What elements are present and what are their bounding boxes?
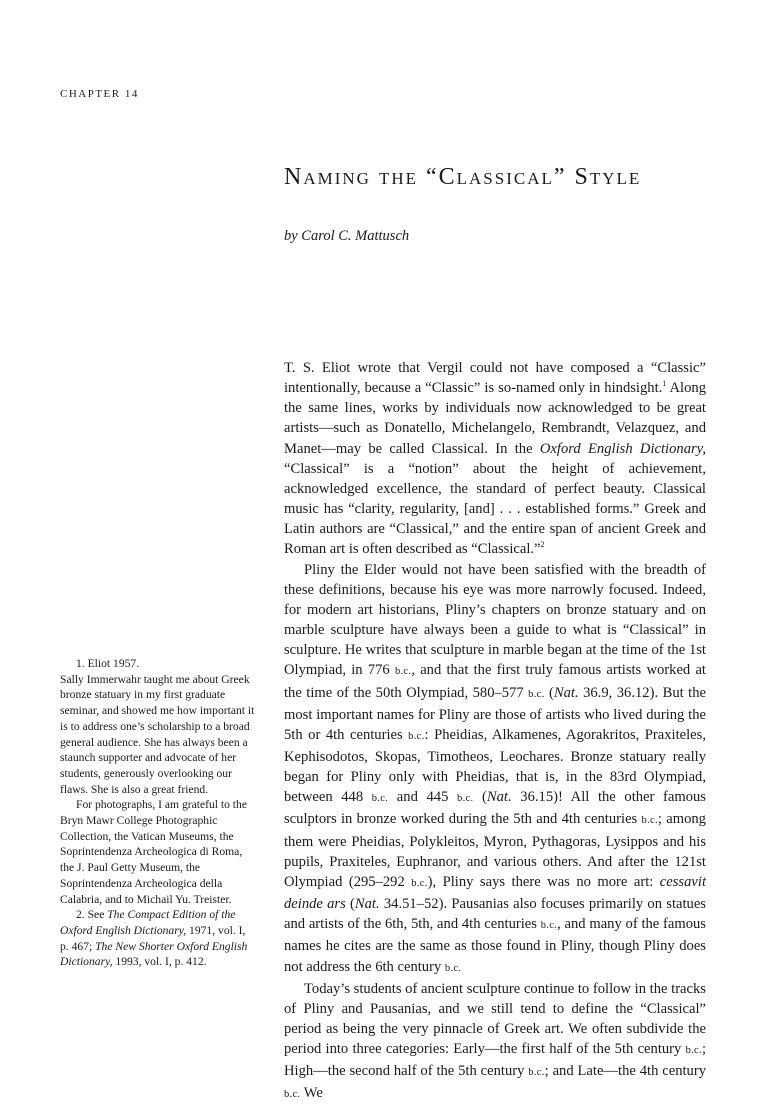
footnote-1-text: Sally Immerwahr taught me about Greek bronze statuary in my first graduate seminar, and showed me how important it is to address one’s scholarship to a broad general audience. She has always been a staunch supporter and advocate of her students, generously overlooking our flaws. She is also a great friend. [60, 672, 255, 796]
footnote-ref-2: 2 [540, 540, 545, 550]
footnote-2: 2. See The Compact Edition of the Oxford English Dictionary, 1971, vol. I, p. 467; The New Shorter Oxford English Dictionary, 1993, vol. I, p. 412. [60, 908, 248, 969]
footnote-1: 1. Eliot 1957. [76, 657, 140, 670]
author-byline: by Carol C. Mattusch [284, 228, 410, 244]
footnote-ref-1: 1 [662, 379, 667, 389]
chapter-label: CHAPTER 14 [60, 88, 139, 100]
paragraph-3: Today’s students of ancient sculpture continue to follow in the tracks of Pliny and Pausanias, and we still tend to define the “Classical” period as being the very pinnacle of Greek art. We often subdivide the period into three categories: Early—the first half of the 5th century b.c.; High—the second half of the 5th century b.c.; and Late—the 4th century b.c. We [284, 980, 706, 1102]
footnotes [60, 656, 256, 970]
main-text [284, 358, 706, 1106]
footnote-1-photo-credits: For photographs, I am grateful to the Bryn Mawr College Photographic Collection, the Vatican Museums, the Soprintendenza Archeologica di Roma, the J. Paul Getty Museum, the Soprintendenza Archeologica della Calabria, and to Michail Yu. Treister. [60, 798, 247, 906]
chapter-title: Naming the “Classical” Style [284, 164, 642, 190]
paragraph-1: T. S. Eliot wrote that Vergil could not have composed a “Classic” intentionally, because a “Classic” is so-named only in hindsight.$^1$ Along the same lines, works by individuals now acknowledged to be great artists—such as Donatello, Michelangelo, Rembrandt, Velazquez, and Manet—may be called Classical. In the Oxford English Dictionary, “Classical” is a “notion” about the height of achievement, acknowledged excellence, the standard of perfect beauty. Classical music has “clarity, regularity, [and] . . . established forms.” Greek and Latin authors are “Classical,” and the entire span of ancient Greek and Roman art is often described as “Classical.”$^2$ [284, 360, 707, 558]
paragraph-2: Pliny the Elder would not have been satisfied with the breadth of these definitions, because his eye was more narrowly focused. Indeed, for modern art historians, Pliny’s chapters on bronze statuary and on marble sculpture have always been a guide to what is “Classical” in sculpture. He writes that sculpture in marble began at the time of the 1st Olympiad, in 776 b.c., and that the first truly famous artists worked at the time of the 50th Olympiad, 580–577 b.c. (Nat. 36.9, 36.12). But the most important names for Pliny are those of artists who lived during the 5th or 4th centuries b.c.: Pheidias, Alkamenes, Agorakritos, Praxiteles, Kephisodotos, Skopas, Timotheos, Leochares. Bronze statuary really began for Pliny only with Pheidias, that is, in the 83rd Olympiad, between 448 b.c. and 445 b.c. (Nat. 36.15)! All the other famous sculptors in bronze worked during the 5th and 4th centuries b.c.; among them were Pheidias, Polykleitos, Myron, Pythagoras, Lysippos and his pupils, Praxiteles, Euphranor, and various others. And after the 121st Olympiad (295–292 b.c.), Pliny says there was no more art: cessavit deinde ars (Nat. 34.51–52). Pausanias also focuses primarily on statues and artists of the 6th, 5th, and 4th centuries b.c., and many of the famous names he cites are the same as those found in Pliny, though Pliny does not address the 6th century b.c. [284, 561, 706, 975]
